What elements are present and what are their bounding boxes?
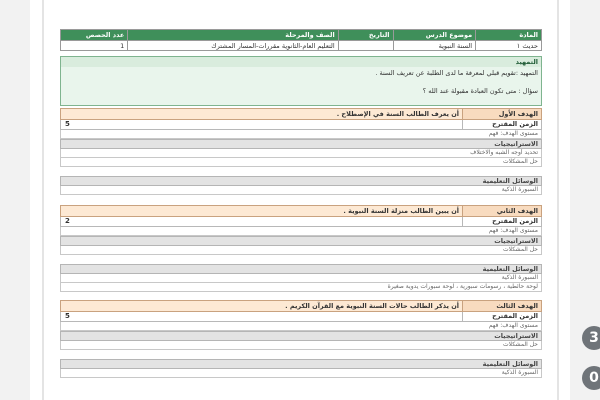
left-margin	[0, 0, 30, 400]
header-grade: الصف والمرحلة	[128, 30, 338, 41]
time-value: 5	[61, 312, 463, 321]
media-item: السبورة الذكية	[60, 186, 542, 195]
lesson-info-row	[61, 41, 542, 51]
strategy-item: تحديد أوجه الشبه والاختلاف	[60, 149, 542, 158]
media-heading: الوسائل التعليمية	[60, 359, 542, 369]
media-heading: الوسائل التعليمية	[60, 264, 542, 274]
objective-label: الهدف الثالث	[496, 302, 538, 310]
cell-date	[338, 41, 393, 51]
objective-label: الهدف الثاني	[496, 207, 538, 215]
lesson-plan-page	[57, 0, 544, 400]
intro-body	[61, 67, 541, 105]
objective-3	[60, 300, 542, 378]
header-subject: المادة	[476, 30, 542, 41]
intro-title: التمهيد	[61, 57, 541, 67]
page-border-right	[557, 0, 559, 400]
intro-question: سؤال : متى تكون العبادة مقبولة عند الله ؟	[422, 87, 538, 95]
strategies-heading: الاستراتيجيات	[60, 139, 542, 149]
objective-bar	[60, 108, 542, 120]
objective-level: مستوى الهدف: فهم	[60, 130, 542, 139]
time-label: الزمن المقترح	[492, 312, 538, 320]
intro-section	[60, 56, 542, 106]
cell-grade: التعليم العام-الثانوية مقررات-المسار المشترك	[128, 41, 338, 51]
strategies-heading: الاستراتيجيات	[60, 236, 542, 246]
objective-bar	[60, 205, 542, 217]
strategy-item: حل المشكلات	[60, 158, 542, 167]
header-topic: موضوع الدرس	[393, 30, 476, 41]
lesson-info-table	[60, 29, 542, 51]
time-value: 5	[61, 120, 463, 129]
objective-level: مستوى الهدف: فهم	[60, 322, 542, 331]
strategy-item: حل المشكلات	[60, 341, 542, 350]
intro-line: التمهيد :تقويم قبلي لمعرفة ما لدى الطلبة عن تعريف السنة .	[375, 69, 538, 77]
objective-level: مستوى الهدف: فهم	[60, 227, 542, 236]
objective-bar	[60, 300, 542, 312]
cell-topic: السنة النبوية	[393, 41, 476, 51]
objective-label: الهدف الأول	[498, 110, 538, 118]
strategies-heading: الاستراتيجيات	[60, 331, 542, 341]
objective-text: أن يذكر الطالب حالات السنة النبوية مع القرآن الكريم .	[61, 301, 463, 311]
cell-subject: حديث ١	[476, 41, 542, 51]
media-item: السبورة الذكية	[60, 274, 542, 283]
page-nav-button[interactable]: 3	[582, 326, 600, 350]
page-nav-button[interactable]: 0	[582, 366, 600, 390]
time-label: الزمن المقترح	[492, 120, 538, 128]
header-sessions: عدد الحصص	[61, 30, 128, 41]
time-value: 2	[61, 217, 463, 226]
objective-2	[60, 205, 542, 292]
media-heading: الوسائل التعليمية	[60, 176, 542, 186]
page-border-left	[42, 0, 44, 400]
suggested-time	[60, 120, 542, 130]
suggested-time	[60, 217, 542, 227]
media-item: السبورة الذكية	[60, 369, 542, 378]
objective-1	[60, 108, 542, 195]
time-label: الزمن المقترح	[492, 217, 538, 225]
suggested-time	[60, 312, 542, 322]
objective-text: أن يبين الطالب منزلة السنة النبوية .	[61, 206, 463, 216]
lesson-info-header-row	[61, 30, 542, 41]
objective-text: أن يعرف الطالب السنة في الإصطلاح .	[61, 109, 463, 119]
cell-sessions: 1	[61, 41, 128, 51]
media-item: لوحة حائطية ، رسومات سبورية ، لوحة سبورات يدوية صغيرة	[60, 283, 542, 292]
strategy-item: حل المشكلات	[60, 246, 542, 255]
header-date: التاريخ	[338, 30, 393, 41]
